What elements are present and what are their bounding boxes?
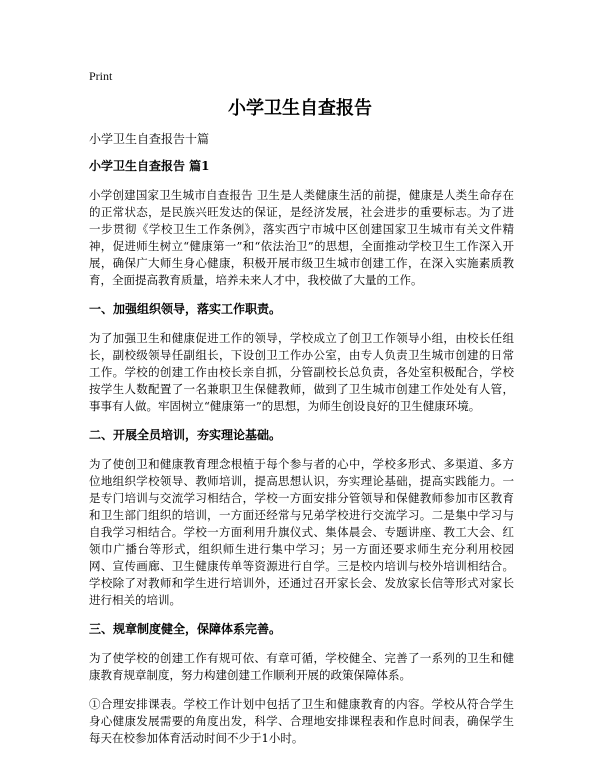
section-body-1: 为了加强卫生和健康促进工作的领导，学校成立了创卫工作领导小组，由校长任组长，副校级领导任副组长，下设创卫工作办公室，由专人负责卫生城市创建的日常工作。学校的创建工作由校长亲自抓，分管副校长总负责，各处室积极配合，学校按学生人数配置了一名兼职卫生保健教师，做到了卫生城市创建工作处处有人管，事事有人做。牢固树立“健康第一”的思想，为师生创设良好的卫生健康环境。 xyxy=(89,331,514,413)
section-heading-2: 二、开展全员培训，夯实理论基础。 xyxy=(89,428,282,442)
section-heading-1: 一、加强组织领导，落实工作职责。 xyxy=(89,302,282,316)
section-body-3: 为了使学校的创建工作有规可依、有章可循，学校健全、完善了一系列的卫生和健康教育规章制度，努力构建创建工作顺利开展的政策保障体系。 xyxy=(89,651,514,682)
intro-paragraph: 小学创建国家卫生城市自查报告 卫生是人类健康生活的前提，健康是人类生命存在的正常状态，是民族兴旺发达的保证，是经济发展，社会进步的重要标志。为了进一步贯彻《学校卫生工作条例》，落实西宁市城中区创建国家卫生城市有关文件精神，促进师生树立“健康第一”和“依法治卫”的思想，全面推动学校卫生工作深入开展，确保广大师生身心健康，积极开展市级卫生城市创建工作，在深入实施素质教育，全面提高教育质量，培养未来人才中，我校做了大量的工作。 xyxy=(89,188,514,287)
print-label[interactable]: Print xyxy=(89,69,113,83)
list-item-1: ①合理安排课表。学校工作计划中包括了卫生和健康教育的内容。学校从符合学生身心健康发展需要的角度出发，科学、合理地安排课程表和作息时间表，确保学生每天在校参加体育活动时间不少于1小时。 xyxy=(89,697,514,745)
document-subtitle: 小学卫生自查报告十篇 xyxy=(89,132,210,146)
section-heading-3: 三、规章制度健全，保障体系完善。 xyxy=(89,622,282,636)
article-heading: 小学卫生自查报告 篇1 xyxy=(89,159,210,173)
article-body xyxy=(89,158,514,759)
page-title: 小学卫生自查报告 xyxy=(228,98,372,119)
section-body-2: 为了使创卫和健康教育理念根植于每个参与者的心中，学校多形式、多渠道、多方位地组织学校领导、教师培训，提高思想认识，夯实理论基础，提高实践能力。一是专门培训与交流学习相结合，学校一方面安排分管领导和保健教师参加市区教育和卫生部门组织的培训，一方面还经常与兄弟学校进行交流学习。二是集中学习与自我学习相结合。学校一方面利用升旗仪式、集体晨会、专题讲座、教工大会、红领巾广播台等形式，组织师生进行集中学习；另一方面还要求师生充分利用校园网、宣传画廊、卫生健康传单等资源进行自学。三是校内培训与校外培训相结合。学校除了对教师和学生进行培训外，还通过召开家长会、发放家长信等形式对家长进行相关的培训。 xyxy=(89,457,514,607)
